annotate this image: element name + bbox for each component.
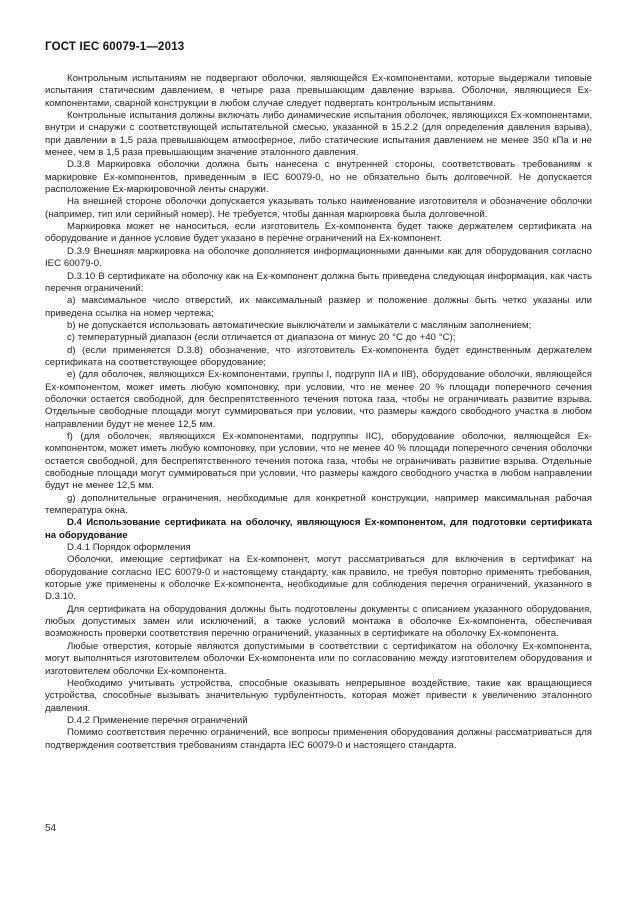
paragraph: Оболочки, имеющие сертификат на Ех-компонент, могут рассматриваться для включения в сертификат на оборудование согласно IEC 60079-0 и настоящему стандарту, как правило, не требуя повторно применять требования, которые уже применены к оболочке Ех-компонента, необходимые для соблюдения перечня ограничений, указанного в D.3.10. [45, 554, 592, 603]
paragraph: Любые отверстия, которые являются допустимыми в соответствии с сертификатом на оболочку Ех-компонента, могут выполняться изготовителем оболочки Ех-компонента или по согласованию между изготовителем оборудования и изготовителем оболочки Ех-компонента. [45, 640, 592, 677]
section-heading: D.4 Использование сертификата на оболочку, являющуюся Ех-компонентом, для подготовки сертификата на оборудование [45, 517, 592, 541]
paragraph: Контрольным испытаниям не подвергают оболочки, являющейся Ех-компонентами, которые выдержали типовые испытания статическим давлением, в четыре раза превышающим давление взрыва. Оболочки, являющиеся Ех-компонентами, сварной конструкции в любом случае следует подвергать контрольным испытаниям. [45, 73, 592, 109]
paragraph: D.3.8 Маркировка оболочки должна быть нанесена с внутренней стороны, соответствовать требованиям к маркировке Ех-компонентов, приведенным в IEC 60079-0, но не обязательно быть долговечной. Не допускается расположение Ех-маркировочной ленты снаружи. [45, 159, 592, 196]
paragraph: D.3.9 Внешняя маркировка на оболочке дополняется информационными данными как для оборудования согласно IEC 60079-0. [45, 245, 592, 270]
running-header: ГОСТ IEC 60079-1—2013 [45, 41, 185, 53]
paragraph: На внешней стороне оболочки допускается указывать только наименование изготовителя и обозначение оболочки (например, тип или серийный номер). Не требуется, чтобы данная маркировка была долговечной. [45, 196, 592, 220]
paragraph: e) (для оболочек, являющихся Ех-компонентами, группы I, подгрупп IIA и IIB), оборудование оболочки, являющейся Ех-компонентом, может иметь любую компоновку, при условии, что не менее 20 % площади поперечного сечения оболочки остается свободной, для беспрепятственного течения потока газа, чтобы не ограничивать развитие взрыва. Отдельные свободные площади могут суммироваться при условии, что размеры каждого свободного участка в любом направлении будут не менее 12,5 мм. [45, 369, 592, 430]
paragraph: g) дополнительные ограничения, необходимые для конкретной конструкции, например максимальная рабочая температура окна. [45, 492, 592, 517]
paragraph: f) (для оболочек, являющихся Ех-компонентами, подгруппы IIC), оборудование оболочки, являющейся Ех-компонентом, может иметь любую компоновку, при условии, что не менее 40 % площади поперечного сечения оболочки остается свободной, для беспрепятственного течения потока газа, чтобы не ограничивать развитие взрыва. Отдельные свободные площади могут суммироваться при условии, что размеры каждого свободного участка в любом направлении будут не менее 12,5 мм. [45, 430, 592, 492]
paragraph: Помимо соответствия перечню ограничений, все вопросы применения оборудования должны рассматриваться для подтверждения соответствия требованиям стандарта IEC 60079-0 и настоящего стандарта. [45, 727, 592, 751]
paragraph: Необходимо учитывать устройства, способные оказывать непрерывное воздействие, такие как вращающиеся устройства, способные вызывать значительную турбулентность, которая может привести к увеличению эталонного давления. [45, 677, 592, 714]
paragraph: b) не допускается использовать автоматические выключатели и замыкатели с масляным заполнением; [67, 319, 532, 331]
paragraph: c) температурный диапазон (если отличается от диапазона от минус 20 °C до +40 °C); [67, 332, 456, 344]
paragraph: Для сертификата на оборудования должны быть подготовлены документы с описанием указанного оборудования, любых допустимых замен или исключений, а также условий монтажа в оболочке Ех-компонента, обеспечивая возможность проверки соответствия перечню ограничений, указанных в сертификате на оболочку Ех-компонента. [45, 603, 592, 640]
paragraph: Контрольные испытания должны включать либо динамические испытания оболочек, являющихся Ех-компонентами, внутри и снаружи с соответствующей испытательной смесью, указанной в 15.2.2 (для определения давления взрыва), при давлении в 1,5 раза превышающем атмосферное, либо статические испытания давлением не менее 350 кПа и не менее, чем в 1,5 раза превышающим значение эталонного давления. [45, 110, 592, 159]
document-body [45, 73, 592, 752]
page-number: 54 [45, 823, 57, 834]
paragraph: Маркировка может не наноситься, если изготовитель Ех-компонента будет также держателем сертификата на оборудование и данное условие будет указано в перечне ограничений на Ех-компонент. [45, 221, 592, 245]
paragraph: D.3.10 В сертификате на оболочку как на Ех-компонент должна быть приведена следующая информация, как часть перечня ограничений: [45, 270, 592, 294]
paragraph: a) максимальное число отверстий, их максимальный размер и положение должны быть четко указаны или приведена ссылка на номер чертежа; [45, 295, 592, 319]
paragraph: D.4.1 Порядок оформления [67, 542, 191, 554]
paragraph: d) (если применяется D.3.8) обозначение, что изготовитель Ех-компонента будет единственным держателем сертификата на соответствующее оборудование; [45, 344, 592, 368]
paragraph: D.4.2 Применение перечня ограничений [67, 714, 248, 726]
